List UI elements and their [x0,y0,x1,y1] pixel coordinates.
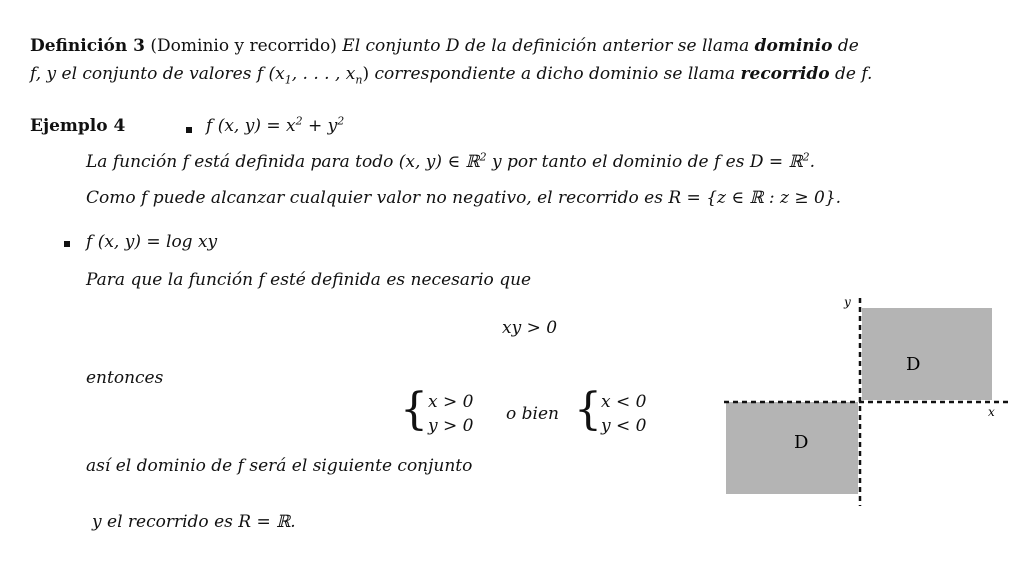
definition-de: de [837,36,859,56]
definition-fx: f (x [256,64,285,84]
definition-text-a: El conjunto [342,36,441,56]
definition-f2: f. [861,64,873,84]
definition-text-c: , y el conjunto de valores [35,64,252,84]
region-third-quadrant [726,402,858,494]
region-bottom-label: D [794,432,809,453]
item1-plus: + y [302,116,338,136]
domain-diagram [718,292,1024,514]
obien-text: o bien [506,404,559,424]
example-item1-line1 [86,152,815,172]
system-1 [428,390,473,438]
region-top-label: D [906,354,921,375]
item1-line1-c: . [809,152,816,172]
item1-exp2: 2 [337,114,345,128]
item1-exp: 2 [295,114,303,128]
y-axis-label: y [844,295,851,309]
item1-line1-exp2: 2 [802,150,810,164]
definition-heading: Definición 3 [30,36,145,56]
item1-line1-a: La función f está definida para todo (x, y) ∈ ℝ [86,152,480,172]
asi-text: así el dominio de f será el siguiente conjunto [86,456,473,476]
definition-recorrido: recorrido [740,64,830,84]
item1-line1-b: y por tanto el dominio de f es D = ℝ [486,152,803,172]
definition-text-b: de la definición anterior se llama [464,36,750,56]
definition-D: D [445,36,460,56]
example-heading: Ejemplo 4 [30,116,126,136]
system2-row2: y < 0 [601,416,647,436]
bullet-icon [64,241,70,247]
left-brace-icon: { [400,384,428,435]
example-item1-line2: Como f puede alcanzar cualquier valor no negativo, el recorrido es R = {z ∈ ℝ : z ≥ 0}. [86,188,842,208]
definition-f1: f [30,64,36,84]
definition-sub1: 1 [284,73,292,87]
definition-paren: (Dominio y recorrido) [150,36,337,56]
system1-row2: y > 0 [428,416,474,436]
definition-dominio: dominio [754,36,833,56]
system-2 [601,390,646,438]
item1-formula-a: f (x, y) = x [206,116,296,136]
recorrido-line: y el recorrido es R = ℝ. [92,512,296,532]
definition-line-2 [30,64,873,87]
example-item2-line1: Para que la función f esté definida es necesario que [86,270,532,290]
system2-row1: x < 0 [601,392,647,412]
example-item2-formula: f (x, y) = log xy [86,232,218,252]
inequality: xy > 0 [502,318,558,338]
example-item1-formula [206,116,344,136]
definition-close: ) [362,64,370,84]
definition-line-1 [30,36,859,56]
definition-subn: n [355,73,363,87]
item1-line1-exp: 2 [479,150,487,164]
definition-text-e: de [835,64,856,84]
bullet-icon [186,127,192,133]
definition-dots: , . . . , x [291,64,356,84]
x-axis-label: x [988,405,995,419]
entonces-text: entonces [86,368,164,388]
region-first-quadrant [862,308,992,400]
system1-row1: x > 0 [428,392,474,412]
definition-text-d: correspondiente a dicho dominio se llama [374,64,736,84]
left-brace-icon: { [574,384,602,435]
